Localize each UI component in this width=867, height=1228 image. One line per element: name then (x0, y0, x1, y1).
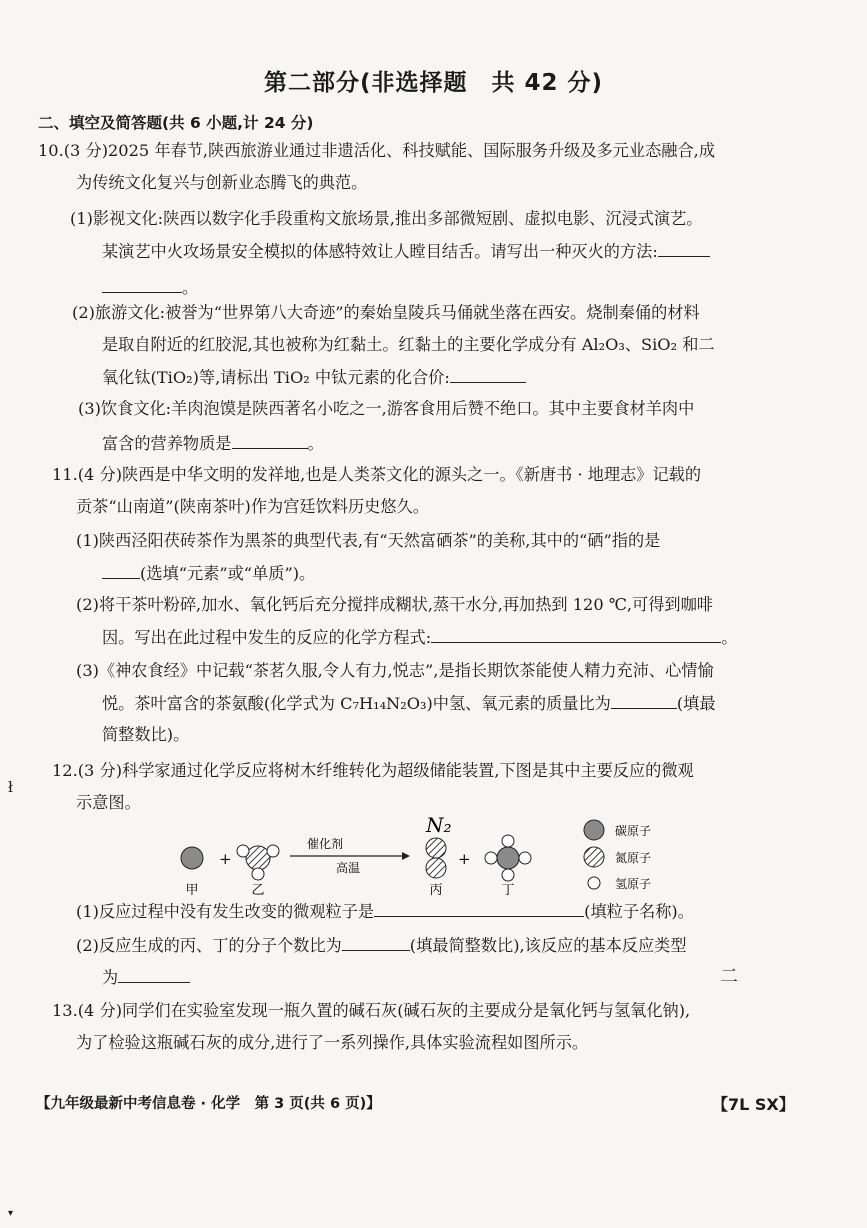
q12-part1-text: (1)反应过程中没有发生改变的微观粒子是 (76, 902, 375, 921)
q11-part1-line-1: (1)陕西泾阳茯砖茶作为黑茶的典型代表,有“天然富硒茶”的美称,其中的“硒”指的是 (76, 531, 661, 550)
q12-part2-tail: (填最简整数比),该反应的基本反应类型 (409, 936, 687, 955)
answer-blank[interactable] (611, 692, 677, 709)
answer-blank[interactable] (658, 240, 710, 257)
label-ding: 丁 (501, 883, 515, 898)
q11-part2-text: 因。写出在此过程中发生的反应的化学方程式: (102, 628, 432, 647)
molecule-ding (485, 835, 531, 881)
q11-part1-line-2 (102, 562, 315, 585)
footer-code: 【7L SX】 (712, 1095, 795, 1114)
q10-part1-line-2 (102, 240, 710, 263)
carbon-atom-jia (181, 847, 203, 869)
q11-line-1: 11.(4 分)陕西是中华文明的发祥地,也是人类茶文化的源头之一。《新唐书 · 地理志》记载的 (52, 465, 702, 484)
plus-sign: + (458, 850, 471, 868)
q10-part2-line-1: (2)旅游文化:被誉为“世界第八大奇迹”的秦始皇陵兵马俑就坐落在西安。烧制秦俑的材料 (72, 303, 700, 322)
handwritten-mark: 二 (720, 966, 738, 987)
margin-mark: ł (8, 778, 13, 796)
q10-part1-line-3: 。 (102, 276, 198, 299)
page-title: 第二部分(非选择题 共 42 分) (263, 70, 604, 96)
arrow-condition-top: 催化剂 (306, 837, 344, 851)
q11-part2-line-2: 因。写出在此过程中发生的反应的化学方程式: 。 (102, 628, 738, 647)
q10-line-1: 10.(3 分)2025 年春节,陕西旅游业通过非遗活化、科技赋能、国际服务升级及多元业态融合,成 (38, 141, 716, 160)
label-bing: 丙 (429, 883, 443, 898)
q13-line-1: 13.(4 分)同学们在实验室发现一瓶久置的碱石灰(碱石灰的主要成分是氧化钙与氢氧化钠), (52, 1001, 691, 1020)
q10-part1-line-1: (1)影视文化:陕西以数字化手段重构文旅场景,推出多部微短剧、虚拟电影、沉浸式演艺。 (70, 209, 703, 228)
q12-line-1: 12.(3 分)科学家通过化学反应将树木纤维转化为超级储能装置,下图是其中主要反应的微观 (52, 761, 694, 780)
q12-part2-line-1 (76, 934, 687, 957)
q10-part3-line-2: 富含的营养物质是 。 (102, 434, 324, 453)
molecule-bing (426, 838, 446, 878)
q10-part2-line-3 (102, 366, 526, 389)
arrow-condition-bottom: 高温 (335, 861, 361, 875)
q12-part2-end: 为 (102, 968, 119, 987)
q11-part1-text: (选填“元素”或“单质”)。 (140, 564, 316, 583)
legend-nitrogen: 氮原子 (615, 851, 652, 865)
answer-blank[interactable] (118, 966, 190, 983)
q11-part3-line-3: 简整数比)。 (102, 725, 190, 744)
q12-part1-line (76, 900, 694, 923)
q12-part1-tail: (填粒子名称)。 (584, 902, 694, 921)
answer-blank[interactable] (102, 562, 140, 579)
diagram-legend (584, 820, 651, 891)
plus-sign: + (219, 850, 232, 868)
answer-blank[interactable] (342, 934, 410, 951)
corner-mark: ▾ (8, 1208, 14, 1219)
handwritten-n2: N₂ (426, 813, 452, 837)
answer-blank[interactable] (374, 900, 584, 917)
label-yi: 乙 (251, 883, 265, 898)
reaction-diagram (170, 808, 700, 900)
q11-line-2: 贡茶“山南道”(陕南茶叶)作为宫廷饮料历史悠久。 (76, 497, 429, 516)
q13-line-2: 为了检验这瓶碱石灰的成分,进行了一系列操作,具体实验流程如图所示。 (76, 1033, 589, 1052)
q10-part2-text: 氧化钛(TiO₂)等,请标出 TiO₂ 中钛元素的化合价: (102, 368, 450, 387)
q11-part3-line-1: (3)《神农食经》中记载“茶茗久服,令人有力,悦志”,是指长期饮茶能使人精力充沛、心情愉 (76, 661, 714, 680)
q12-part2-line-2 (102, 966, 190, 989)
q11-part3-text: 悦。茶叶富含的茶氨酸(化学式为 C₇H₁₄N₂O₃)中氢、氧元素的质量比为 (102, 694, 611, 713)
q11-part3-tail: (填最 (676, 694, 716, 713)
q10-part2-line-2: 是取自附近的红胶泥,其也被称为红黏土。红黏土的主要化学成分有 Al₂O₃、SiO₂ 和二 (102, 335, 715, 354)
answer-blank[interactable] (450, 366, 526, 383)
footer-left: 【九年级最新中考信息卷 · 化学 第 3 页(共 6 页)】 (36, 1096, 381, 1112)
molecule-yi (237, 845, 279, 880)
answer-blank[interactable] (232, 432, 308, 449)
q11-part3-line-2 (102, 692, 716, 715)
q10-line-2: 为传统文化复兴与创新业态腾飞的典范。 (76, 173, 368, 192)
q10-part3-text: 富含的营养物质是 (102, 434, 232, 453)
answer-blank[interactable] (102, 276, 182, 293)
section-heading: 二、填空及简答题(共 6 小题,计 24 分) (38, 114, 314, 132)
answer-blank[interactable] (431, 626, 721, 643)
q10-part3-line-1: (3)饮食文化:羊肉泡馍是陕西著名小吃之一,游客食用后赞不绝口。其中主要食材羊肉中 (78, 399, 695, 418)
legend-hydrogen: 氢原子 (615, 877, 652, 891)
label-jia: 甲 (185, 883, 199, 898)
q11-part2-line-1: (2)将干茶叶粉碎,加水、氧化钙后充分搅拌成糊状,蒸干水分,再加热到 120 ℃,可得到咖啡 (76, 595, 713, 614)
q10-part1-text: 某演艺中火攻场景安全模拟的体感特效让人瞠目结舌。请写出一种灭火的方法: (102, 242, 658, 261)
q12-line-2: 示意图。 (76, 793, 141, 812)
q12-part2-text: (2)反应生成的丙、丁的分子个数比为 (76, 936, 342, 955)
legend-carbon: 碳原子 (615, 824, 652, 838)
